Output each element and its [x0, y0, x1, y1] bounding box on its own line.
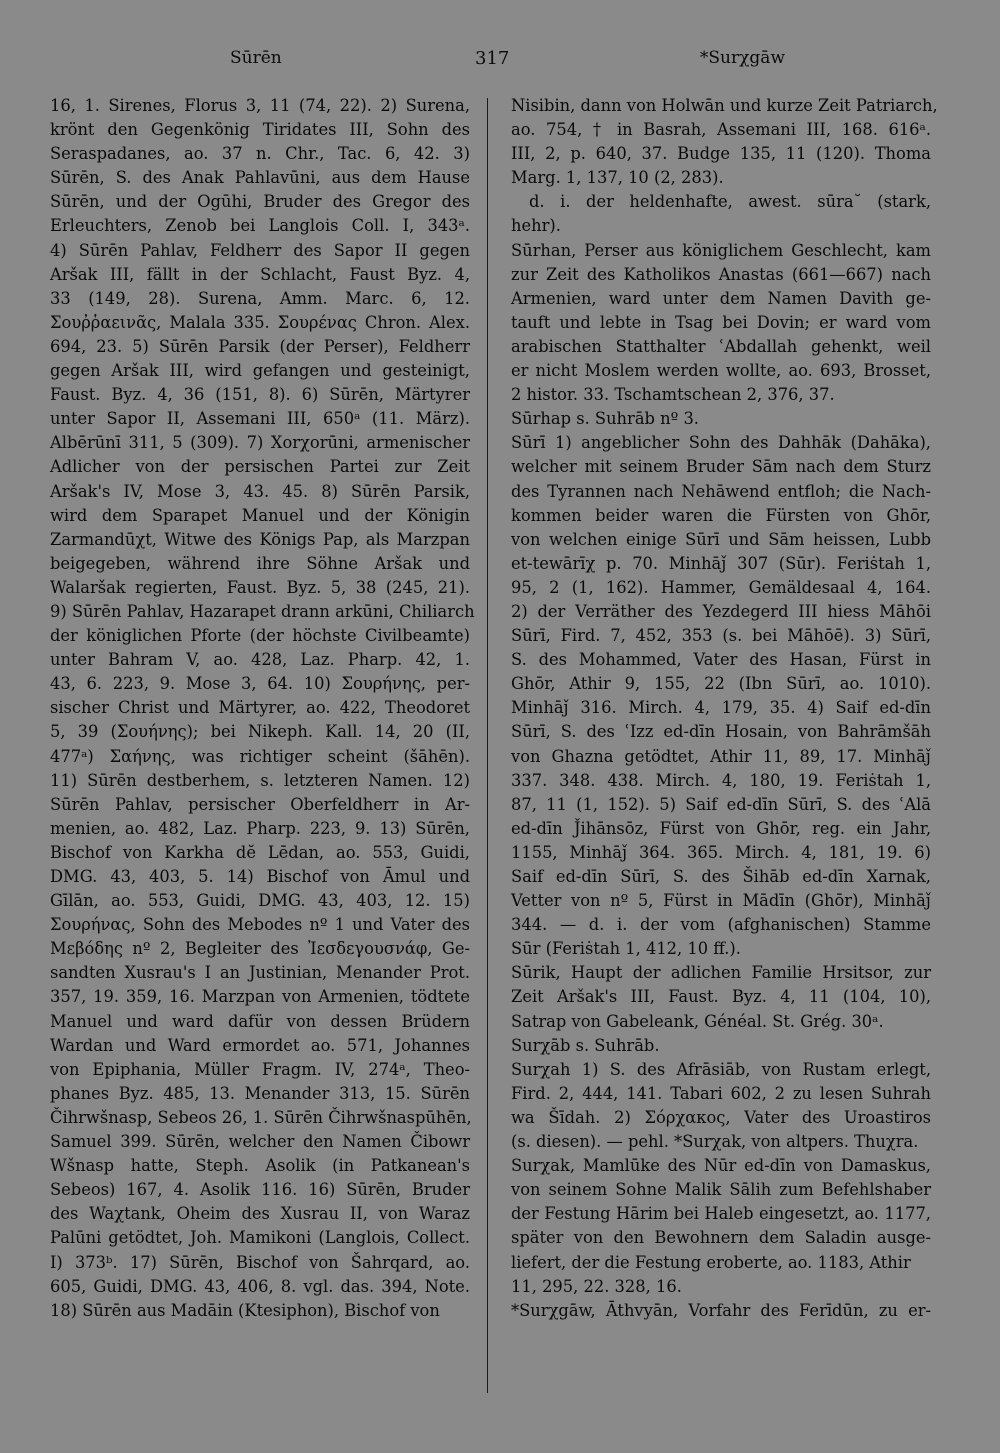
- text-line: Σουῤῥαεινᾶς, Malala 335. Σουρένας Chron. Alex.: [50, 312, 470, 332]
- text-line: Bischof von Karkha dĕ Lēdan, ao. 553, Guidi,: [50, 842, 470, 862]
- text-line: 1155, Minhāǰ 364. 365. Mirch. 4, 181, 19. 6): [511, 842, 931, 862]
- text-line: 11) Sūrēn destberhem, s. letzteren Namen. 12): [50, 770, 470, 790]
- text-line: ed-dīn J̌ihānsōz, Fürst von Ghōr, reg. ein Jahr,: [511, 818, 931, 838]
- text-line: wird dem Sparapet Manuel und der Königin: [50, 505, 470, 525]
- text-line: Saif ed-dīn Sūrī, S. des Šihāb ed-dīn Xarnak,: [511, 867, 931, 886]
- text-line: liefert, der die Festung eroberte, ao. 1183, Athir: [511, 1252, 911, 1272]
- text-line: von welchen einige Sūrī und Sām heissen, Lubb: [511, 529, 931, 549]
- text-line: menien, ao. 482, Laz. Pharp. 223, 9. 13) Sūrēn,: [50, 818, 470, 838]
- text-line: Surχah 1) S. des Afrāsiāb, von Rustam erlegt,: [511, 1059, 931, 1079]
- text-line: Fird. 2, 444, 141. Tabari 602, 2 zu lesen Suhrah: [511, 1083, 931, 1103]
- text-line: Sūrik, Haupt der adlichen Familie Hrsitsor, zur: [511, 963, 931, 983]
- text-line: 2 histor. 33. Tschamtschean 2, 376, 37.: [511, 385, 835, 405]
- text-line: welcher mit seinem Bruder Sām nach dem Sturz: [511, 457, 931, 477]
- text-line: unter Sapor II, Assemani III, 650ᵃ (11. März).: [50, 409, 470, 429]
- text-line: Aršak III, fällt in der Schlacht, Faust Byz. 4,: [50, 264, 470, 284]
- text-line: 4) Sūrēn Pahlav, Feldherr des Sapor II gegen: [50, 240, 470, 260]
- text-line: Zarmandūχt, Witwe des Königs Pap, als Marzpan: [50, 529, 470, 549]
- column-divider: [487, 98, 488, 1393]
- text-line: kommen beider waren die Fürsten von Ghōr,: [511, 505, 931, 525]
- text-line: Sūrēn Pahlav, persischer Oberfeldherr in Ar-: [50, 794, 470, 814]
- text-line: Surχak, Mamlūke des Nūr ed-dīn von Damaskus,: [511, 1156, 931, 1176]
- header-left-keyword: Sūrēn: [230, 48, 282, 68]
- text-line: zur Zeit des Katholikos Anastas (661—667) nach: [511, 264, 931, 284]
- text-line: Sebeos) 167, 4. Asolik 116. 16) Sūrēn, Bruder: [50, 1180, 470, 1200]
- text-line: Sūrēn, und der Ogūhi, Bruder des Gregor des: [50, 192, 470, 212]
- page-number: 317: [475, 48, 510, 69]
- text-line: Palūni getödtet, Joh. Mamikoni (Langlois, Collect.: [50, 1228, 470, 1248]
- text-line: arabischen Statthalter ʿAbdallah gehenkt, weil: [511, 336, 931, 356]
- text-line: von Epiphania, Müller Fragm. IV, 274ᵃ, Theo-: [50, 1059, 470, 1079]
- text-line: 344. — d. i. der vom (afghanischen) Stamme: [511, 915, 931, 935]
- text-line: Čihrwšnasp, Sebeos 26, 1. Sūrēn Čihrwšnaspūhēn,: [50, 1107, 472, 1127]
- text-line: Albērūnī 311, 5 (309). 7) Xorχorūni, armenischer: [50, 433, 470, 453]
- text-line: tauft und lebte in Tsag bei Dovin; er ward vom: [511, 312, 931, 332]
- running-header: [50, 48, 950, 78]
- text-line: Seraspadanes, ao. 37 n. Chr., Tac. 6, 42. 3): [50, 144, 470, 164]
- text-line: er nicht Moslem werden wollte, ao. 693, Brosset,: [511, 361, 931, 381]
- text-line: von seinem Sohne Malik Sālih zum Befehlshaber: [511, 1180, 931, 1200]
- text-line: von Ghazna getödtet, Athir 11, 89, 17. Minhāǰ: [511, 746, 931, 766]
- text-line: unter Bahram V, ao. 428, Laz. Pharp. 42, 1.: [50, 650, 470, 670]
- text-line: phanes Byz. 485, 13. Menander 313, 15. Sūrēn: [50, 1083, 470, 1103]
- text-line: Minhāǰ 316. Mirch. 4, 179, 35. 4) Saif ed-dīn: [511, 698, 931, 718]
- text-line: DMG. 43, 403, 5. 14) Bischof von Āmul und: [50, 867, 470, 886]
- text-line: Sūrī 1) angeblicher Sohn des Dahhāk (Dahāka),: [511, 433, 931, 453]
- text-line: Ghōr, Athir 9, 155, 22 (Ibn Sūrī, ao. 1010).: [511, 674, 931, 694]
- text-line: Aršak's IV, Mose 3, 43. 45. 8) Sūrēn Parsik,: [50, 481, 470, 501]
- text-line: 87, 11 (1, 152). 5) Saif ed-dīn Sūrī, S. des ʿAlā: [511, 794, 931, 814]
- text-line: sischer Christ und Märtyrer, ao. 422, Theodoret: [50, 698, 470, 718]
- text-line: sandten Xusrau's I an Justinian, Menander Prot.: [50, 963, 470, 983]
- text-line: Sūr (Feriṡtah 1, 412, 10 ff.).: [511, 939, 741, 959]
- text-line: et-tewārīχ p. 70. Minhāǰ 307 (Sūr). Feriṡtah 1,: [511, 553, 931, 573]
- text-line: Walaršak regierten, Faust. Byz. 5, 38 (245, 21).: [50, 577, 470, 597]
- text-line: der Festung Hārim bei Haleb eingesetzt, ao. 1177,: [511, 1204, 931, 1224]
- header-right-keyword: *Surχgāw: [699, 48, 785, 68]
- text-line: 9) Sūrēn Pahlav, Hazarapet drann arkūni, Chiliarch: [50, 601, 475, 621]
- text-line: 33 (149, 28). Surena, Amm. Marc. 6, 12.: [50, 288, 470, 308]
- text-line: Samuel 399. Sūrēn, welcher den Namen Čibowr: [50, 1132, 470, 1152]
- text-line: später von den Bewohnern dem Saladin ausge-: [511, 1228, 931, 1248]
- text-line: 477ᵃ) Σαήνης, was richtiger scheint (šāhēn).: [50, 746, 470, 766]
- text-line: d. i. der heldenhafte, awest. sūra˘ (stark,: [529, 192, 931, 212]
- text-line: Manuel und ward dafür von dessen Brüdern: [50, 1011, 470, 1031]
- text-line: Marg. 1, 137, 10 (2, 283).: [511, 168, 724, 188]
- text-line: 694, 23. 5) Sūrēn Parsik (der Perser), Feldherr: [50, 336, 470, 356]
- text-line: Adlicher von der persischen Partei zur Zeit: [50, 457, 470, 477]
- text-line: wa Šīdah. 2) Σόρχακος, Vater des Uroastiros: [511, 1107, 931, 1127]
- text-line: Zeit Aršak's III, Faust. Byz. 4, 11 (104, 10),: [511, 987, 931, 1007]
- text-line: (s. diesen). — pehl. *Surχak, von altpers. Thuχra.: [511, 1132, 919, 1152]
- text-line: Σουρήνας, Sohn des Mebodes nº 1 und Vater des: [50, 915, 470, 935]
- text-line: I) 373ᵇ. 17) Sūrēn, Bischof von Šahrqard, ao.: [50, 1252, 470, 1272]
- text-line: Sūrhap s. Suhrāb nº 3.: [511, 409, 699, 429]
- text-line: krönt den Gegenkönig Tiridates III, Sohn des: [50, 120, 470, 140]
- text-line: Sūrī, S. des ʿIzz ed-dīn Hosain, von Bahrāmšāh: [511, 722, 931, 742]
- text-line: des Waχtank, Oheim des Xusrau II, von Waraz: [50, 1204, 470, 1224]
- text-line: Erleuchters, Zenob bei Langlois Coll. I, 343ᵃ.: [50, 216, 470, 236]
- text-line: beigegeben, während ihre Söhne Aršak und: [50, 553, 470, 573]
- text-line: Armenien, ward unter dem Namen Davith ge-: [511, 288, 931, 308]
- text-line: 337. 348. 438. Mirch. 4, 180, 19. Feriṡtah 1,: [511, 770, 931, 790]
- text-line: 11, 295, 22. 328, 16.: [511, 1276, 682, 1296]
- text-line: Satrap von Gabeleank, Généal. St. Grég. 30ᵃ.: [511, 1011, 884, 1031]
- text-line: Wšnasp hatte, Steph. Asolik (in Patkanean's: [50, 1156, 470, 1176]
- text-line: der königlichen Pforte (der höchste Civilbeamte): [50, 626, 470, 646]
- text-line: 2) der Verräther des Yezdegerd III hiess Māhōi: [511, 601, 931, 621]
- text-line: S. des Mohammed, Vater des Hasan, Fürst in: [511, 650, 931, 670]
- text-line: Vetter von nº 5, Fürst in Mādīn (Ghōr), Minhāǰ: [511, 891, 931, 911]
- text-line: Gīlān, ao. 553, Guidi, DMG. 43, 403, 12. 15): [50, 891, 470, 911]
- right-column: [511, 94, 938, 1323]
- text-line: gegen Aršak III, wird gefangen und gesteinigt,: [50, 361, 470, 381]
- left-column: [50, 94, 475, 1323]
- text-line: hehr).: [511, 216, 561, 236]
- text-line: Nisibin, dann von Holwān und kurze Zeit Patriarch,: [511, 96, 938, 115]
- text-line: III, 2, p. 640, 37. Budge 135, 11 (120). Thoma: [511, 144, 931, 164]
- text-line: 95, 2 (1, 162). Hammer, Gemäldesaal 4, 164.: [511, 577, 931, 597]
- text-line: Sūrī, Fird. 7, 452, 353 (s. bei Māhōē). 3) Sūrī,: [511, 626, 931, 646]
- text-line: Wardan und Ward ermordet ao. 571, Johannes: [50, 1035, 470, 1055]
- text-line: Faust. Byz. 4, 36 (151, 8). 6) Sūrēn, Märtyrer: [50, 385, 470, 405]
- text-line: ao. 754, † in Basrah, Assemani III, 168. 616ᵃ.: [511, 120, 931, 140]
- text-line: Sūrhan, Perser aus königlichem Geschlecht, kam: [511, 240, 931, 260]
- text-line: 357, 19. 359, 16. Marzpan von Armenien, tödtete: [50, 987, 470, 1007]
- text-line: *Surχgāw, Āthvyān, Vorfahr des Ferīdūn, zu er-: [511, 1300, 931, 1320]
- text-line: Sūrēn, S. des Anak Pahlavūni, aus dem Hause: [50, 168, 470, 188]
- text-line: 5, 39 (Σουήνης); bei Nikeph. Kall. 14, 20 (II,: [50, 722, 470, 742]
- text-line: 43, 6. 223, 9. Mose 3, 64. 10) Σουρήνης, per-: [50, 674, 470, 694]
- text-line: 605, Guidi, DMG. 43, 406, 8. vgl. das. 394, Note.: [50, 1276, 470, 1296]
- text-line: Surχāb s. Suhrāb.: [511, 1035, 660, 1055]
- text-line: Μεβόδης nº 2, Begleiter des Ἰεσδεγουσνάφ, Ge-: [50, 939, 470, 959]
- text-line: 18) Sūrēn aus Madāin (Ktesiphon), Bischof von: [50, 1300, 440, 1320]
- text-line: 16, 1. Sirenes, Florus 3, 11 (74, 22). 2) Surena,: [50, 96, 470, 115]
- text-line: des Tyrannen nach Nehāwend entfloh; die Nach-: [511, 481, 931, 501]
